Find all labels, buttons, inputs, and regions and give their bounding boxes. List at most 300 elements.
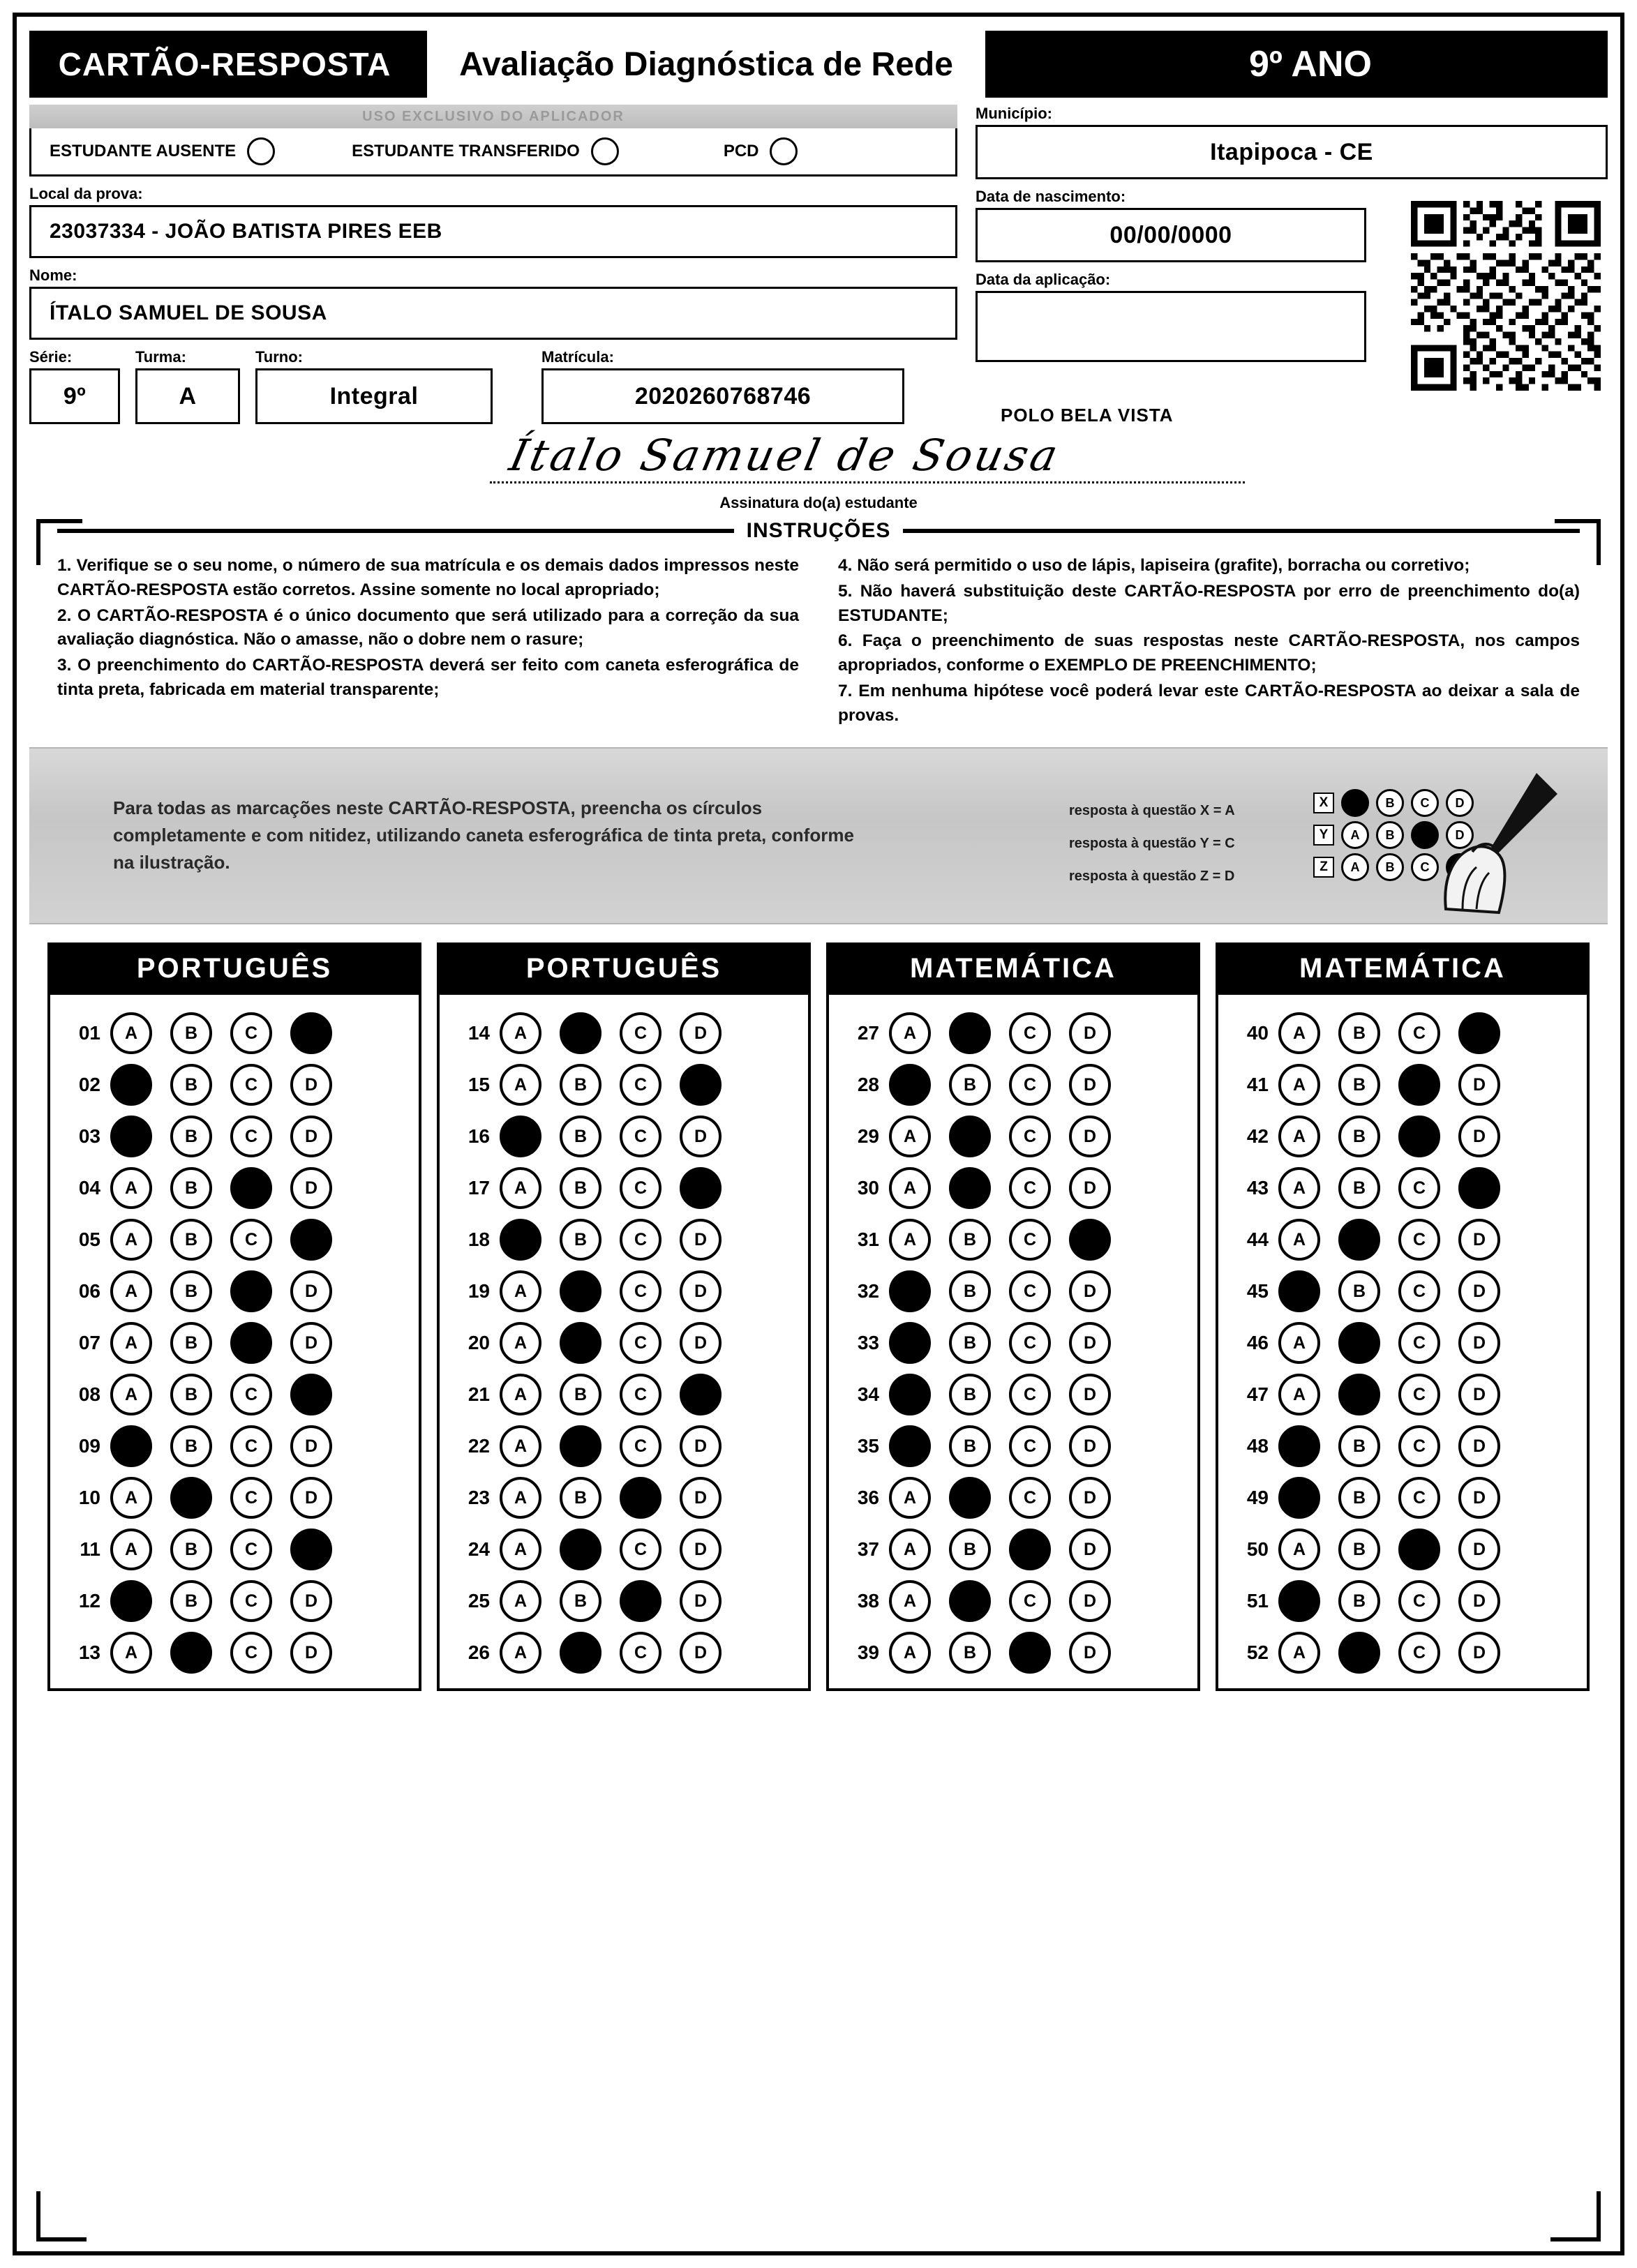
option-a[interactable]: A [889,1477,931,1519]
option-b[interactable]: B [949,1322,991,1364]
option-c[interactable]: C [1398,1425,1440,1467]
status-pcd-bubble[interactable] [770,137,798,165]
option-c[interactable]: C [1009,1167,1051,1209]
option-a[interactable]: A [889,1167,931,1209]
option-group [110,1374,332,1415]
option-group [110,1580,332,1622]
option-a[interactable]: A [1278,1270,1320,1312]
option-a[interactable]: A [500,1374,541,1415]
option-b[interactable]: B [1338,1425,1380,1467]
option-d[interactable]: D [1069,1064,1111,1106]
option-b[interactable]: B [1338,1167,1380,1209]
status-transferred[interactable] [352,137,619,165]
example-bubble-a: A [1341,853,1369,881]
option-d[interactable]: D [680,1425,722,1467]
option-b[interactable]: B [170,1477,212,1519]
option-d[interactable]: D [680,1219,722,1261]
option-b[interactable]: B [560,1270,601,1312]
option-a[interactable]: A [1278,1477,1320,1519]
question-number: 41 [1246,1074,1269,1096]
option-a[interactable]: A [1278,1167,1320,1209]
option-b[interactable]: B [560,1322,601,1364]
option-b[interactable]: B [170,1116,212,1157]
option-c[interactable]: C [1009,1219,1051,1261]
question-number: 29 [857,1125,879,1148]
option-a[interactable]: A [500,1116,541,1157]
option-a[interactable]: A [110,1374,152,1415]
option-c[interactable]: C [620,1270,661,1312]
option-group [1278,1632,1500,1674]
option-b[interactable]: B [1338,1116,1380,1157]
option-a[interactable]: A [110,1270,152,1312]
option-b[interactable]: B [560,1477,601,1519]
option-b[interactable]: B [560,1425,601,1467]
option-group [500,1116,722,1157]
status-absent[interactable] [50,137,275,165]
option-d[interactable]: D [290,1064,332,1106]
option-d[interactable]: D [1458,1374,1500,1415]
question-number: 13 [78,1642,100,1664]
option-a[interactable]: A [1278,1219,1320,1261]
turma-value: A [135,368,240,424]
option-a[interactable]: A [110,1580,152,1622]
option-d[interactable]: D [1069,1270,1111,1312]
option-c[interactable]: C [230,1477,272,1519]
option-c[interactable]: C [620,1374,661,1415]
question-row [57,1214,412,1266]
option-c[interactable]: C [1009,1425,1051,1467]
option-d[interactable]: D [680,1167,722,1209]
option-c[interactable]: C [1009,1116,1051,1157]
option-d[interactable]: D [1458,1219,1500,1261]
question-row [1225,1420,1580,1472]
option-c[interactable]: C [620,1529,661,1570]
option-c[interactable]: C [1009,1529,1051,1570]
field-turno [255,348,493,424]
option-b[interactable]: B [949,1270,991,1312]
question-number: 48 [1246,1435,1269,1457]
option-c[interactable]: C [620,1116,661,1157]
option-a[interactable]: A [500,1632,541,1674]
instruction-item: 4. Não será permitido o uso de lápis, lapiseira (grafite), borracha ou corretivo; [838,556,1470,575]
option-a[interactable]: A [1278,1632,1320,1674]
option-d[interactable]: D [680,1580,722,1622]
question-row [57,1369,412,1420]
option-d[interactable]: D [680,1116,722,1157]
question-number: 49 [1246,1487,1269,1509]
option-d[interactable]: D [1069,1425,1111,1467]
option-b[interactable]: B [949,1116,991,1157]
option-c[interactable]: C [620,1425,661,1467]
option-group [889,1580,1111,1622]
option-a[interactable]: A [1278,1116,1320,1157]
option-d[interactable]: D [290,1219,332,1261]
option-group [889,1064,1111,1106]
header-center-wrap [427,31,985,98]
option-a[interactable]: A [500,1012,541,1054]
option-b[interactable]: B [170,1064,212,1106]
status-absent-label: ESTUDANTE AUSENTE [50,142,237,160]
option-c[interactable]: C [230,1167,272,1209]
status-transferred-bubble[interactable] [591,137,619,165]
option-c[interactable]: C [1398,1116,1440,1157]
option-group [110,1219,332,1261]
instruction-item: 2. O CARTÃO-RESPOSTA é o único documento que será utilizado para a correção da sua avaliação diagnóstica. Não o amasse, não o dobre nem o rasure; [57,606,799,649]
option-a[interactable]: A [1278,1012,1320,1054]
option-d[interactable]: D [290,1322,332,1364]
option-d[interactable]: D [290,1580,332,1622]
option-b[interactable]: B [949,1477,991,1519]
answer-column-body [437,995,811,1691]
example-answer-line: resposta à questão X = A [1069,803,1235,819]
option-b[interactable]: B [949,1425,991,1467]
field-matricula [541,348,904,424]
example-answer-line: resposta à questão Y = C [1069,836,1235,852]
option-group [110,1632,332,1674]
question-number: 05 [78,1229,100,1251]
option-b[interactable]: B [949,1012,991,1054]
option-b[interactable]: B [170,1012,212,1054]
option-d[interactable]: D [1069,1632,1111,1674]
option-a[interactable]: A [500,1580,541,1622]
question-number: 02 [78,1074,100,1096]
option-d[interactable]: D [680,1064,722,1106]
option-d[interactable]: D [680,1322,722,1364]
option-d[interactable]: D [680,1374,722,1415]
option-c[interactable]: C [230,1322,272,1364]
option-a[interactable]: A [889,1012,931,1054]
option-b[interactable]: B [1338,1012,1380,1054]
option-a[interactable]: A [1278,1064,1320,1106]
option-group [1278,1580,1500,1622]
option-d[interactable]: D [290,1012,332,1054]
fill-example-text: Para todas as marcações neste CARTÃO-RESPOSTA, preencha os círculos completamente e com nitidez, utilizando caneta esferográfica de tinta preta, conforme na ilustração. [113,797,854,873]
option-d[interactable]: D [1458,1477,1500,1519]
option-d[interactable]: D [290,1477,332,1519]
option-a[interactable]: A [889,1374,931,1415]
option-a[interactable]: A [110,1322,152,1364]
option-b[interactable]: B [170,1580,212,1622]
option-d[interactable]: D [290,1116,332,1157]
identification-section [29,105,1608,424]
option-d[interactable]: D [290,1270,332,1312]
option-c[interactable]: C [1009,1580,1051,1622]
option-d[interactable]: D [1069,1580,1111,1622]
option-d[interactable]: D [680,1529,722,1570]
option-c[interactable]: C [1398,1219,1440,1261]
option-c[interactable]: C [620,1477,661,1519]
option-a[interactable]: A [110,1529,152,1570]
option-c[interactable]: C [1009,1632,1051,1674]
matricula-value: 2020260768746 [541,368,904,424]
option-b[interactable]: B [1338,1374,1380,1415]
option-b[interactable]: B [949,1219,991,1261]
option-a[interactable]: A [500,1322,541,1364]
question-number: 01 [78,1022,100,1044]
header-right-title: 9º ANO [985,31,1608,98]
option-group [500,1529,722,1570]
option-a[interactable]: A [889,1322,931,1364]
option-d[interactable]: D [1069,1116,1111,1157]
instruction-item: 3. O preenchimento do CARTÃO-RESPOSTA deverá ser feito com caneta esferográfica de tinta preta, fabricada em material transparente; [57,656,799,699]
option-a[interactable]: A [889,1580,931,1622]
fill-example-answers [1069,795,1235,893]
option-d[interactable]: D [1458,1167,1500,1209]
option-c[interactable]: C [1398,1270,1440,1312]
question-row [1225,1162,1580,1214]
option-a[interactable]: A [110,1477,152,1519]
question-row [836,1162,1190,1214]
corner-mark-bottom-left [36,2191,87,2241]
option-c[interactable]: C [230,1632,272,1674]
option-a[interactable]: A [889,1425,931,1467]
option-a[interactable]: A [889,1064,931,1106]
option-c[interactable]: C [230,1529,272,1570]
option-b[interactable]: B [949,1374,991,1415]
option-c[interactable]: C [230,1219,272,1261]
option-a[interactable]: A [1278,1374,1320,1415]
option-a[interactable]: A [500,1064,541,1106]
option-b[interactable]: B [170,1425,212,1467]
option-b[interactable]: B [170,1219,212,1261]
answer-column-3 [826,943,1200,1691]
status-absent-bubble[interactable] [247,137,275,165]
option-c[interactable]: C [1398,1632,1440,1674]
option-b[interactable]: B [170,1529,212,1570]
option-c[interactable]: C [230,1580,272,1622]
option-a[interactable]: A [889,1529,931,1570]
option-c[interactable]: C [1398,1580,1440,1622]
question-row [836,1472,1190,1524]
option-d[interactable]: D [1458,1322,1500,1364]
option-c[interactable]: C [230,1374,272,1415]
option-a[interactable]: A [500,1219,541,1261]
option-b[interactable]: B [170,1374,212,1415]
option-d[interactable]: D [1458,1425,1500,1467]
question-number: 24 [468,1538,490,1561]
option-c[interactable]: C [1009,1374,1051,1415]
option-a[interactable]: A [500,1167,541,1209]
option-group [1278,1012,1500,1054]
option-a[interactable]: A [1278,1425,1320,1467]
question-number: 46 [1246,1332,1269,1354]
option-a[interactable]: A [110,1064,152,1106]
option-d[interactable]: D [1069,1477,1111,1519]
option-d[interactable]: D [1069,1167,1111,1209]
option-b[interactable]: B [560,1374,601,1415]
question-row [447,1214,801,1266]
option-b[interactable]: B [1338,1322,1380,1364]
question-number: 36 [857,1487,879,1509]
option-c[interactable]: C [1009,1012,1051,1054]
signature-area [29,427,1608,511]
option-d[interactable]: D [1458,1270,1500,1312]
option-c[interactable]: C [620,1580,661,1622]
question-row [447,1266,801,1317]
option-a[interactable]: A [110,1219,152,1261]
option-d[interactable]: D [1458,1632,1500,1674]
option-c[interactable]: C [1009,1270,1051,1312]
option-b[interactable]: B [560,1632,601,1674]
option-a[interactable]: A [889,1632,931,1674]
option-group [889,1012,1111,1054]
option-c[interactable]: C [1009,1064,1051,1106]
option-d[interactable]: D [1458,1529,1500,1570]
option-a[interactable]: A [889,1219,931,1261]
example-answer-line: resposta à questão Z = D [1069,869,1235,885]
rule-right [903,529,1580,533]
option-b[interactable]: B [1338,1632,1380,1674]
answer-column-title: PORTUGUÊS [437,943,811,995]
option-c[interactable]: C [1398,1477,1440,1519]
option-c[interactable]: C [620,1632,661,1674]
option-b[interactable]: B [949,1580,991,1622]
option-d[interactable]: D [1458,1116,1500,1157]
option-b[interactable]: B [560,1529,601,1570]
option-c[interactable]: C [1398,1529,1440,1570]
option-a[interactable]: A [110,1425,152,1467]
option-b[interactable]: B [949,1167,991,1209]
question-number: 12 [78,1590,100,1612]
option-c[interactable]: C [1398,1374,1440,1415]
option-c[interactable]: C [230,1116,272,1157]
option-d[interactable]: D [1458,1064,1500,1106]
turno-value: Integral [255,368,493,424]
option-b[interactable]: B [560,1116,601,1157]
option-d[interactable]: D [1069,1219,1111,1261]
option-c[interactable]: C [620,1167,661,1209]
option-a[interactable]: A [1278,1580,1320,1622]
option-c[interactable]: C [1398,1322,1440,1364]
option-c[interactable]: C [1398,1012,1440,1054]
question-row [836,1524,1190,1575]
option-d[interactable]: D [1069,1529,1111,1570]
option-c[interactable]: C [620,1322,661,1364]
option-d[interactable]: D [680,1012,722,1054]
option-c[interactable]: C [230,1270,272,1312]
option-c[interactable]: C [1009,1322,1051,1364]
nascimento-label: Data de nascimento: [976,188,1126,205]
question-number: 09 [78,1435,100,1457]
option-group [500,1374,722,1415]
option-b[interactable]: B [560,1167,601,1209]
option-c[interactable]: C [1009,1477,1051,1519]
option-b[interactable]: B [560,1219,601,1261]
option-b[interactable]: B [170,1632,212,1674]
question-number: 34 [857,1383,879,1406]
question-number: 43 [1246,1177,1269,1199]
option-b[interactable]: B [1338,1270,1380,1312]
option-c[interactable]: C [1398,1064,1440,1106]
option-d[interactable]: D [680,1270,722,1312]
option-a[interactable]: A [500,1425,541,1467]
corner-mark-bottom-right [1550,2191,1601,2241]
option-d[interactable]: D [680,1632,722,1674]
field-nascimento [976,188,1366,262]
question-row [1225,1317,1580,1369]
option-b[interactable]: B [560,1580,601,1622]
option-b[interactable]: B [560,1012,601,1054]
option-a[interactable]: A [1278,1322,1320,1364]
signature-line [490,481,1245,483]
option-group [889,1374,1111,1415]
question-number: 15 [468,1074,490,1096]
question-number: 16 [468,1125,490,1148]
option-a[interactable]: A [889,1116,931,1157]
aplicacao-value [976,291,1366,362]
option-a[interactable]: A [1278,1529,1320,1570]
option-d[interactable]: D [1069,1012,1111,1054]
option-a[interactable]: A [500,1270,541,1312]
option-a[interactable]: A [889,1270,931,1312]
option-d[interactable]: D [290,1529,332,1570]
option-b[interactable]: B [949,1529,991,1570]
option-b[interactable]: B [1338,1064,1380,1106]
option-d[interactable]: D [1458,1580,1500,1622]
option-c[interactable]: C [1398,1167,1440,1209]
option-group [889,1529,1111,1570]
option-d[interactable]: D [1069,1374,1111,1415]
option-d[interactable]: D [680,1477,722,1519]
nome-label: Nome: [29,266,77,284]
option-b[interactable]: B [1338,1219,1380,1261]
option-d[interactable]: D [290,1374,332,1415]
option-d[interactable]: D [290,1632,332,1674]
option-a[interactable]: A [110,1167,152,1209]
question-number: 40 [1246,1022,1269,1044]
question-row [57,1162,412,1214]
question-number: 22 [468,1435,490,1457]
question-number: 08 [78,1383,100,1406]
option-d[interactable]: D [290,1425,332,1467]
option-c[interactable]: C [620,1219,661,1261]
option-a[interactable]: A [500,1477,541,1519]
option-c[interactable]: C [230,1064,272,1106]
option-a[interactable]: A [110,1012,152,1054]
option-a[interactable]: A [500,1529,541,1570]
option-b[interactable]: B [1338,1529,1380,1570]
option-c[interactable]: C [230,1425,272,1467]
status-pcd[interactable] [724,137,798,165]
option-d[interactable]: D [290,1167,332,1209]
example-bubble-a: A [1341,821,1369,849]
field-row-small [29,348,957,424]
option-b[interactable]: B [170,1270,212,1312]
option-group [500,1270,722,1312]
option-group [1278,1477,1500,1519]
option-a[interactable]: A [110,1632,152,1674]
status-pcd-label: PCD [723,142,759,160]
option-c[interactable]: C [620,1064,661,1106]
question-number: 14 [468,1022,490,1044]
option-b[interactable]: B [1338,1477,1380,1519]
option-c[interactable]: C [620,1012,661,1054]
option-b[interactable]: B [560,1064,601,1106]
option-c[interactable]: C [230,1012,272,1054]
option-b[interactable]: B [170,1167,212,1209]
option-b[interactable]: B [949,1064,991,1106]
question-number: 51 [1246,1590,1269,1612]
option-a[interactable]: A [110,1116,152,1157]
option-d[interactable]: D [1069,1322,1111,1364]
option-d[interactable]: D [1458,1012,1500,1054]
option-b[interactable]: B [949,1632,991,1674]
serie-label: Série: [29,348,73,366]
question-row [447,1369,801,1420]
option-b[interactable]: B [1338,1580,1380,1622]
question-row [57,1266,412,1317]
option-b[interactable]: B [170,1322,212,1364]
